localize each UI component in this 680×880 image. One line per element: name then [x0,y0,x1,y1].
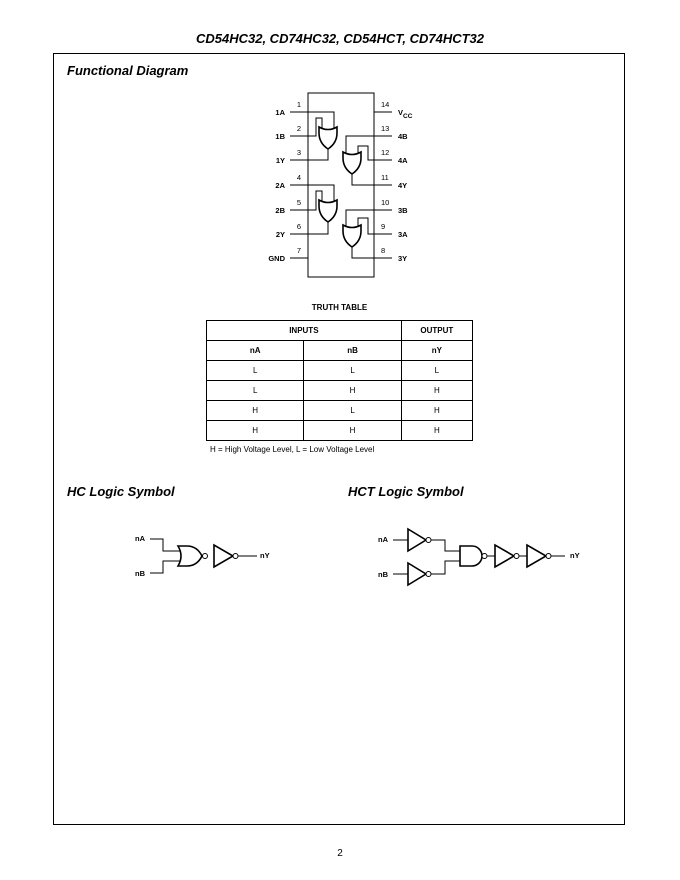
input-label-na: nA [378,535,388,544]
pin-number: 4 [296,173,301,182]
table-cell: L [401,361,472,381]
pin-label: 1A [275,108,285,117]
table-cell: L [207,361,304,381]
hc-logic-symbol-heading: HC Logic Symbol [67,484,175,499]
column-header: nA [207,341,304,361]
inputs-header: INPUTS [207,321,402,341]
pin-number: 10 [381,198,390,207]
pin-number: 6 [296,222,301,231]
pin-label: 1B [275,132,285,141]
input-inverter-a [408,529,426,551]
table-cell: H [401,401,472,421]
pin-label: 1Y [275,156,285,165]
hct-logic-symbol-heading: HCT Logic Symbol [348,484,464,499]
output-header: OUTPUT [401,321,472,341]
inversion-bubble [482,554,487,559]
pin-number: 14 [381,100,390,109]
output-inverter-1 [495,545,514,567]
input-inverter-b [408,563,426,585]
pin-label: 4B [398,132,408,141]
pin-label: 2Y [275,230,285,239]
pin-label: 3B [398,206,408,215]
pin-number: 3 [296,148,301,157]
inversion-bubble [426,572,431,577]
table-cell: H [401,421,472,441]
pin-number: 12 [381,148,390,157]
inversion-bubble [546,554,551,559]
functional-diagram-heading: Functional Diagram [67,63,189,78]
pin-number: 5 [296,198,301,207]
input-label-nb: nB [135,569,145,578]
column-header: nY [401,341,472,361]
pin-number: 1 [296,100,301,109]
table-cell: H [207,401,304,421]
table-cell: H [207,421,304,441]
column-header: nB [304,341,401,361]
page-number: 2 [337,848,343,859]
input-label-na: nA [135,534,145,543]
pin-label: 2A [275,181,285,190]
pin-label: 3A [398,230,408,239]
pin-number: 2 [296,124,301,133]
document-title: CD54HC32, CD74HC32, CD54HCT, CD74HCT32 [195,31,485,46]
pin-number: 7 [296,246,301,255]
table-cell: H [304,381,401,401]
truth-table-title: TRUTH TABLE [311,303,368,312]
pin-label-vcc: VCC [398,108,413,120]
input-label-nb: nB [378,570,388,579]
pin-label: 3Y [398,254,408,263]
output-label-ny: nY [260,551,270,560]
truth-table-note: H = High Voltage Level, L = Low Voltage Level [210,445,375,454]
table-cell: L [207,381,304,401]
table-cell: H [401,381,472,401]
pin-number: 8 [381,246,386,255]
pin-number: 13 [381,124,390,133]
inversion-bubble [426,538,431,543]
pin-number: 11 [381,173,389,182]
output-label-ny: nY [570,551,580,560]
table-cell: L [304,361,401,381]
table-cell: L [304,401,401,421]
pin-number: 9 [381,222,386,231]
output-inverter-2 [527,545,546,567]
pin-label: 4Y [398,181,408,190]
inversion-bubble [514,554,519,559]
nand-gate [460,546,482,566]
pin-label: 2B [275,206,285,215]
table-cell: H [304,421,401,441]
pin-label: 4A [398,156,408,165]
pin-label: GND [268,254,285,263]
